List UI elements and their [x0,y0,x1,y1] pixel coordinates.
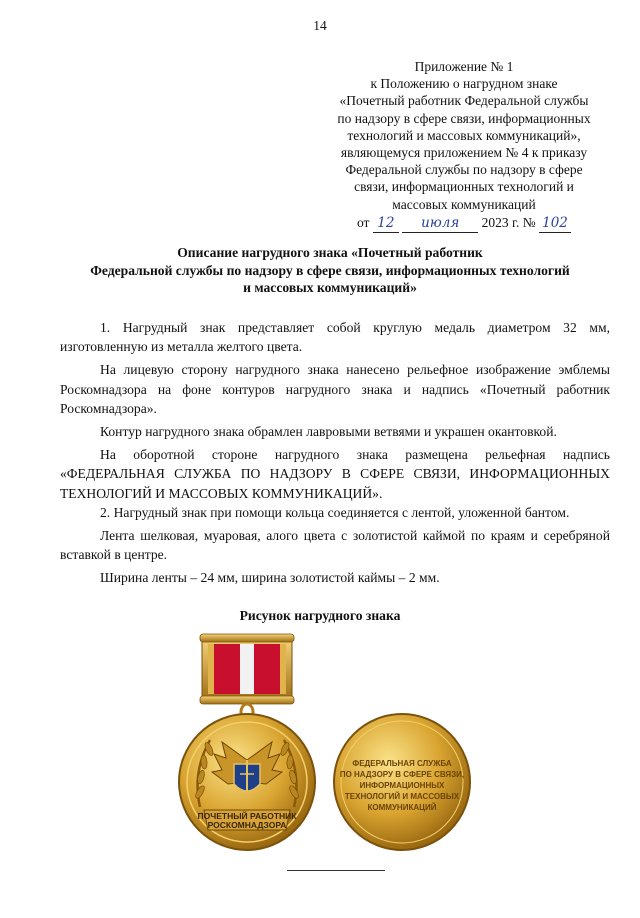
appendix-line: связи, информационных технологий и [354,179,574,195]
appendix-line: Приложение № 1 [414,59,514,74]
paragraph: 2. Нагрудный знак при помощи кольца соединяется с лентой, уложенной бантом. [100,504,570,520]
reverse-inscription-line: ФЕДЕРАЛЬНАЯ СЛУЖБА [352,759,452,768]
reverse-inscription-line: ПО НАДЗОРУ В СФЕРЕ СВЯЗИ, [339,770,465,779]
page-number: 14 [313,18,327,33]
appendix-line: массовых коммуникаций [392,196,536,212]
appendix-line: по надзору в сфере связи, информационных [337,110,591,126]
appendix-line: являющемуся приложением № 4 к приказу [340,145,588,161]
order-date-line [300,214,628,233]
appendix-line: к Положению о нагрудном знаке [370,76,558,92]
paragraph: Ширина ленты – 24 мм, ширина золотистой каймы – 2 мм. [100,570,440,586]
appendix-line: технологий и массовых коммуникаций», [347,127,581,143]
paragraph: На оборотной стороне нагрудного знака размещена рельефная надпись «ФЕДЕРАЛЬНАЯ СЛУЖБА ПО НАДЗОРУ В СФЕРЕ СВЯЗИ, ИНФОРМАЦИОННЫХ ТЕХНОЛОГИЙ И МАССОВЫХ КОММУНИКАЦИЙ». [60,447,610,501]
medal-reverse [334,714,470,850]
appendix-header [300,58,628,233]
paragraph: На лицевую сторону нагрудного знака нанесено рельефное изображение эмблемы Роскомнадзора на фоне контуров нагрудного знака и надпись «Почетный работник Роскомнадзора». [60,362,610,416]
document-title [40,244,620,297]
footnote-separator [287,870,385,871]
date-year: 2023 г. № [481,214,536,230]
date-prefix: от [356,214,370,230]
reverse-inscription-line: ИНФОРМАЦИОННЫХ [359,781,445,790]
figure-caption: Рисунок нагрудного знака [239,608,401,623]
handwritten-order-number: 102 [539,215,571,233]
obverse-inscription-line2: РОСКОМНАДЗОРА [207,820,287,830]
obverse-inscription-line1: ПОЧЕТНЫЙ РАБОТНИК [197,811,297,821]
paragraph: Лента шелковая, муаровая, алого цвета с золотистой каймой по краям и серебряной вставкой в центре. [60,528,610,563]
paragraph: Контур нагрудного знака обрамлен лавровыми ветвями и украшен окантовкой. [100,424,557,440]
title-line: и массовых коммуникаций» [243,280,417,296]
medal-obverse [179,714,315,850]
badge-figure [170,632,480,862]
title-line: Федеральной службы по надзору в сфере связи, информационных технологий [90,262,570,278]
title-line: Описание нагрудного знака «Почетный работник [177,245,483,260]
appendix-line: «Почетный работник Федеральной службы [339,93,589,109]
handwritten-month: июля [402,215,478,233]
reverse-inscription-line: ТЕХНОЛОГИЙ И МАССОВЫХ [344,792,460,801]
reverse-inscription-line: КОММУНИКАЦИЙ [367,803,437,812]
document-body [60,318,610,592]
paragraph: 1. Нагрудный знак представляет собой круглую медаль диаметром 32 мм, изготовленную из металла желтого цвета. [60,320,610,355]
appendix-line: Федеральной службы по надзору в сфере [345,162,583,178]
handwritten-day: 12 [373,215,399,233]
ribbon-block [200,634,294,704]
